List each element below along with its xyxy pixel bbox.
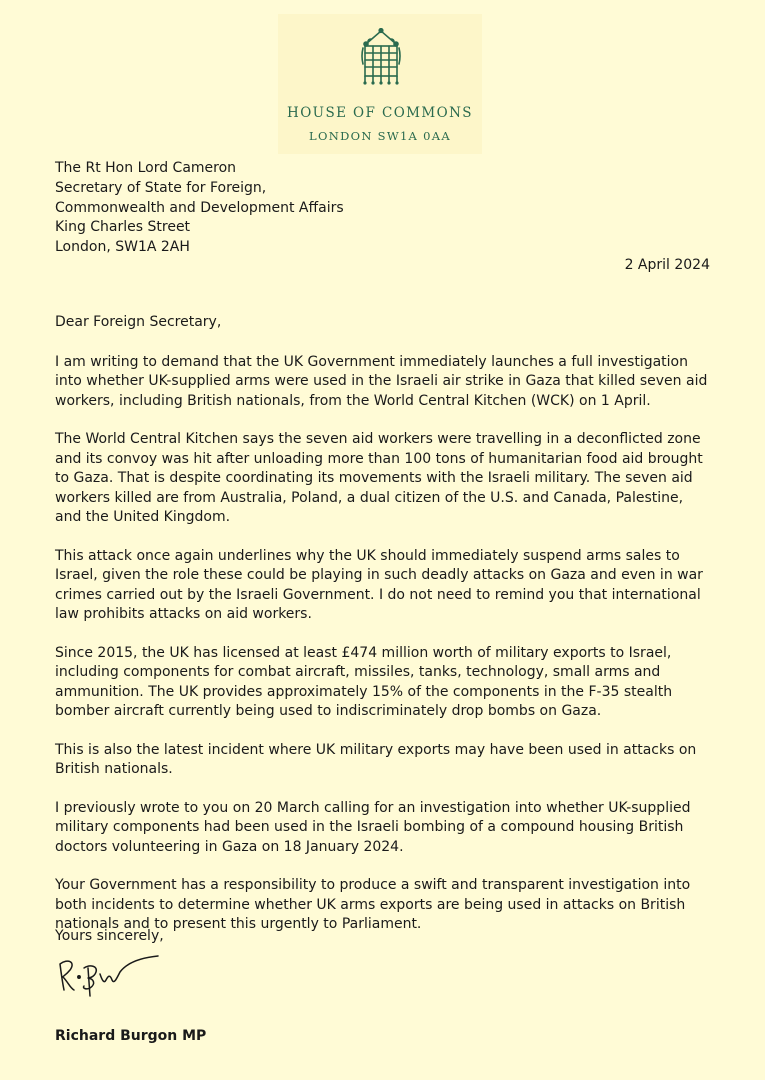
- salutation: Dear Foreign Secretary,: [55, 314, 222, 330]
- body-paragraph: Your Government has a responsibility to produce a swift and transparent investigation into both incidents to determine whether UK arms exports are being used in attacks on British nationals and to present this urgently to Parliament.: [55, 877, 691, 932]
- letterhead: [278, 14, 482, 154]
- letter-date: 2 April 2024: [624, 257, 710, 273]
- recipient-line: King Charles Street: [55, 219, 191, 236]
- body-paragraph: The World Central Kitchen says the seven aid workers were travelling in a deconflicted zone and its convoy was hit after unloading more than 100 tons of humanitarian food aid brought to Gaza. That is despite coordinating its movements with the Israeli military. The seven aid workers killed are from Australia, Poland, a dual citizen of the U.S. and Canada, Palestine, and the United Kingdom.: [55, 431, 703, 525]
- body-paragraph: This attack once again underlines why the UK should immediately suspend arms sales to Israel, given the role these could be playing in such deadly attacks on Gaza and even in war crimes carried out by the Israeli Government. I do not need to remind you that international law prohibits attacks on aid workers.: [55, 547, 703, 622]
- recipient-line: The Rt Hon Lord Cameron: [55, 160, 237, 176]
- signature-icon: [52, 950, 170, 1002]
- recipient-line: London, SW1A 2AH: [55, 239, 190, 256]
- signatory-name: Richard Burgon MP: [55, 1028, 207, 1044]
- body-paragraph: Since 2015, the UK has licensed at least £474 million worth of military exports to Israel, including components for combat aircraft, missiles, tanks, technology, small arms and ammunition. The UK provides approximately 15% of the components in the F-35 stealth bomber aircraft currently being used to indiscriminately drop bombs on Gaza.: [55, 644, 673, 719]
- letterhead-address: LONDON SW1A 0AA: [309, 129, 451, 143]
- letterhead-institution: HOUSE OF COMMONS: [287, 105, 473, 121]
- body-paragraph: This is also the latest incident where UK military exports may have been used in attacks on British nationals.: [55, 741, 697, 777]
- recipient-line: Secretary of State for Foreign,: [55, 179, 267, 196]
- recipient-address: [55, 159, 344, 258]
- closing: Yours sincerely,: [55, 928, 164, 944]
- letter-body: [55, 313, 713, 954]
- portcullis-icon: [360, 28, 402, 86]
- body-paragraph: I am writing to demand that the UK Government immediately launches a full investigation into whether UK-supplied arms were used in the Israeli air strike in Gaza that killed seven aid workers, including British nationals, from the World Central Kitchen (WCK) on 1 April.: [55, 353, 708, 409]
- body-paragraph: I previously wrote to you on 20 March calling for an investigation into whether UK-supplied military components had been used in the Israeli bombing of a compound housing British doctors volunteering in Gaza on 18 January 2024.: [55, 799, 691, 855]
- recipient-line: Commonwealth and Development Affairs: [55, 199, 344, 216]
